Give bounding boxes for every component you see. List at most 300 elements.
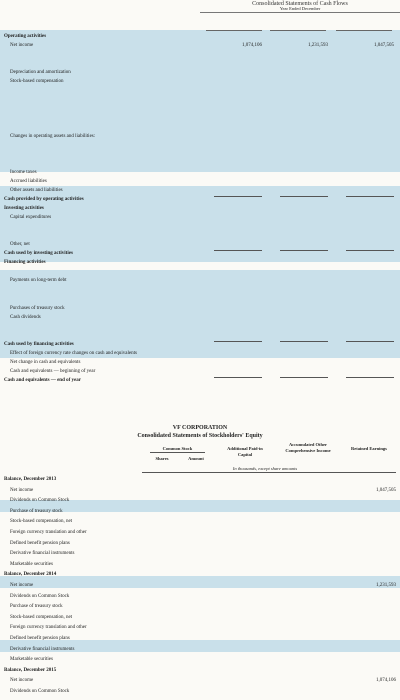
row-label: Investing activities bbox=[4, 205, 44, 211]
row-label: Marketable securities bbox=[10, 657, 53, 663]
equity-value bbox=[276, 688, 338, 696]
equity-row bbox=[0, 624, 400, 632]
equity-value bbox=[340, 614, 396, 622]
row-value bbox=[332, 60, 394, 68]
table-row bbox=[0, 105, 400, 113]
equity-value bbox=[178, 667, 208, 675]
table-row bbox=[0, 323, 400, 331]
row-label: Dividends on Common Stock bbox=[10, 593, 70, 599]
row-value bbox=[266, 169, 328, 177]
row-value bbox=[266, 142, 328, 150]
balance-row bbox=[0, 667, 400, 675]
row-label bbox=[10, 332, 200, 340]
equity-value bbox=[212, 476, 268, 484]
table-row bbox=[0, 78, 400, 86]
equity-value bbox=[340, 550, 396, 558]
row-label bbox=[10, 105, 200, 113]
equity-value bbox=[340, 497, 396, 505]
row-value bbox=[200, 151, 262, 159]
equity-value bbox=[340, 529, 396, 537]
row-label: Defined benefit pension plans bbox=[10, 636, 70, 641]
equity-value: 1,047,505 bbox=[376, 487, 396, 493]
row-label: Defined benefit pension plans bbox=[10, 540, 70, 546]
balance-row bbox=[0, 571, 400, 579]
equity-value bbox=[178, 508, 208, 516]
row-value bbox=[332, 78, 394, 86]
equity-value bbox=[340, 635, 396, 643]
row-label: Purchase of treasury stock bbox=[10, 604, 63, 610]
equity-value bbox=[178, 540, 208, 548]
subtotal-rule bbox=[346, 196, 394, 197]
equity-value bbox=[140, 614, 178, 622]
row-value bbox=[332, 232, 394, 240]
amount-header: Amount bbox=[188, 456, 204, 461]
row-value bbox=[266, 151, 328, 159]
row-label: Cash dividends bbox=[10, 314, 41, 320]
table-row bbox=[0, 214, 400, 222]
row-value bbox=[266, 87, 328, 95]
equity-value bbox=[276, 571, 338, 579]
row-value bbox=[332, 160, 394, 168]
row-label: Net change in cash and equivalents bbox=[10, 359, 81, 365]
equity-value bbox=[276, 614, 338, 622]
row-value: 1,074,106 bbox=[242, 43, 262, 49]
row-label: Effect of foreign currency rate changes on cash and equivalents bbox=[10, 350, 137, 356]
row-value: 1,231,593 bbox=[308, 43, 328, 49]
equity-row bbox=[0, 656, 400, 664]
equity-value bbox=[178, 550, 208, 558]
row-value bbox=[200, 124, 262, 132]
equity-value bbox=[212, 497, 268, 505]
equity-value bbox=[276, 667, 338, 675]
equity-value bbox=[212, 646, 268, 654]
equity-row bbox=[0, 487, 400, 495]
subtotal-rule bbox=[280, 341, 328, 342]
row-value bbox=[200, 96, 262, 104]
row-value bbox=[200, 305, 262, 313]
row-value bbox=[200, 178, 262, 186]
apic-header: Additional Paid-in Capital bbox=[227, 446, 263, 457]
row-label: Stock-based compensation, net bbox=[10, 519, 73, 525]
row-label: Derivative financial instruments bbox=[10, 646, 75, 652]
equity-value bbox=[340, 476, 396, 484]
equity-value bbox=[212, 508, 268, 516]
equity-value bbox=[140, 487, 178, 495]
row-value bbox=[200, 160, 262, 168]
table-row bbox=[0, 368, 400, 376]
table-row bbox=[0, 350, 400, 358]
row-label: Net income bbox=[10, 678, 34, 684]
equity-row bbox=[0, 614, 400, 622]
equity-value bbox=[140, 561, 178, 569]
row-value bbox=[266, 359, 328, 367]
row-label: Derivative financial instruments bbox=[10, 551, 75, 557]
row-value bbox=[332, 359, 394, 367]
subtotal-rule bbox=[214, 250, 262, 251]
row-value bbox=[200, 350, 262, 358]
row-value bbox=[266, 368, 328, 376]
equity-value bbox=[212, 667, 268, 675]
table-row bbox=[0, 51, 400, 59]
row-label: Foreign currency translation and other bbox=[10, 625, 87, 631]
row-label: Cash and equivalents — end of year bbox=[4, 377, 81, 383]
row-value bbox=[332, 87, 394, 95]
equity-row bbox=[0, 593, 400, 601]
equity-value bbox=[140, 593, 178, 601]
row-label: Financing activities bbox=[4, 260, 46, 266]
total-row bbox=[0, 250, 400, 258]
row-label bbox=[10, 124, 200, 132]
row-value bbox=[200, 187, 262, 195]
row-value bbox=[332, 223, 394, 231]
equity-value bbox=[276, 529, 338, 537]
row-value: 1,047,505 bbox=[374, 43, 394, 49]
row-label: Cash used by investing activities bbox=[4, 251, 73, 257]
equity-value bbox=[178, 624, 208, 632]
equity-value bbox=[276, 646, 338, 654]
equity-value bbox=[140, 529, 178, 537]
row-value bbox=[200, 223, 262, 231]
equity-value bbox=[140, 656, 178, 664]
equity-value bbox=[140, 476, 178, 484]
equity-row bbox=[0, 603, 400, 611]
equity-value bbox=[276, 593, 338, 601]
equity-value bbox=[276, 624, 338, 632]
col-head-3 bbox=[336, 14, 392, 31]
row-value bbox=[332, 377, 394, 385]
row-value bbox=[200, 133, 262, 141]
row-label bbox=[10, 60, 200, 68]
row-value bbox=[332, 241, 394, 249]
row-label: Operating activities bbox=[4, 34, 47, 39]
row-value bbox=[332, 142, 394, 150]
row-value bbox=[266, 268, 328, 276]
equity-value bbox=[276, 561, 338, 569]
subtotal-rule bbox=[346, 341, 394, 342]
equity-value bbox=[276, 518, 338, 526]
equity-value bbox=[276, 635, 338, 643]
row-label bbox=[10, 323, 200, 331]
row-label: Changes in operating assets and liabilities: bbox=[10, 133, 96, 139]
row-value bbox=[200, 142, 262, 150]
equity-value bbox=[212, 677, 268, 685]
aoci-header: Accumulated Other Comprehensive Income bbox=[285, 442, 331, 453]
table-row bbox=[0, 124, 400, 132]
row-value bbox=[266, 196, 328, 204]
equity-value bbox=[178, 656, 208, 664]
subtotal-rule bbox=[214, 196, 262, 197]
row-value bbox=[266, 286, 328, 294]
row-value bbox=[332, 323, 394, 331]
row-label: Accrued liabilities bbox=[10, 178, 47, 184]
equity-value bbox=[276, 582, 338, 590]
row-value bbox=[266, 332, 328, 340]
row-value bbox=[332, 314, 394, 322]
equity-value bbox=[178, 603, 208, 611]
row-label: Income taxes bbox=[10, 169, 37, 175]
row-label: Cash used by financing activities bbox=[4, 341, 74, 347]
row-value bbox=[332, 178, 394, 186]
row-value bbox=[200, 332, 262, 340]
equity-value bbox=[178, 476, 208, 484]
table-row bbox=[0, 241, 400, 249]
row-value bbox=[266, 178, 328, 186]
subtotal-rule bbox=[346, 250, 394, 251]
table-row bbox=[0, 268, 400, 276]
total-row bbox=[0, 377, 400, 385]
row-label: Dividends on Common Stock bbox=[10, 689, 70, 694]
equity-value bbox=[212, 593, 268, 601]
total-row bbox=[0, 196, 400, 204]
equity-value bbox=[212, 550, 268, 558]
section-header bbox=[0, 33, 400, 41]
equity-value bbox=[212, 688, 268, 696]
row-label bbox=[10, 232, 200, 240]
retained-earnings-header: Retained Earnings bbox=[351, 446, 387, 451]
row-label: Stock-based compensation, net bbox=[10, 614, 73, 620]
row-value bbox=[332, 305, 394, 313]
equity-value bbox=[140, 540, 178, 548]
equity-row bbox=[0, 518, 400, 526]
row-label: Purchases of treasury stock bbox=[10, 305, 65, 311]
equity-value bbox=[340, 603, 396, 611]
table-row bbox=[0, 142, 400, 150]
equity-value bbox=[212, 624, 268, 632]
row-label: Balance, December 2014 bbox=[4, 572, 57, 578]
table-row bbox=[0, 305, 400, 313]
row-value bbox=[266, 305, 328, 313]
equity-value bbox=[178, 582, 208, 590]
row-label bbox=[10, 87, 200, 95]
row-value bbox=[266, 295, 328, 303]
row-label: Balance, December 2015 bbox=[4, 667, 57, 673]
equity-value bbox=[340, 593, 396, 601]
row-value bbox=[200, 277, 262, 285]
row-label bbox=[10, 160, 200, 168]
row-value bbox=[266, 350, 328, 358]
equity-value bbox=[140, 646, 178, 654]
equity-value bbox=[276, 476, 338, 484]
row-label bbox=[10, 96, 200, 104]
row-value bbox=[332, 295, 394, 303]
table-row bbox=[0, 178, 400, 186]
row-value bbox=[266, 250, 328, 258]
row-label: Other assets and liabilities bbox=[10, 187, 63, 193]
equity-value bbox=[178, 571, 208, 579]
equity-row bbox=[0, 635, 400, 643]
subtotal-rule bbox=[214, 341, 262, 342]
equity-value bbox=[140, 688, 178, 696]
row-value bbox=[200, 114, 262, 122]
equity-value bbox=[178, 677, 208, 685]
row-value bbox=[266, 124, 328, 132]
equity-value bbox=[212, 656, 268, 664]
row-label: Purchase of treasury stock bbox=[10, 508, 63, 514]
equity-value bbox=[340, 688, 396, 696]
equity-row bbox=[0, 550, 400, 558]
equity-value bbox=[340, 561, 396, 569]
row-value bbox=[332, 368, 394, 376]
table-row bbox=[0, 114, 400, 122]
row-value bbox=[332, 69, 394, 77]
row-value bbox=[266, 51, 328, 59]
row-value bbox=[332, 51, 394, 59]
equity-value bbox=[178, 635, 208, 643]
row-label: Cash provided by operating activities bbox=[4, 196, 84, 202]
equity-value bbox=[140, 508, 178, 516]
row-value bbox=[200, 268, 262, 276]
row-label bbox=[10, 151, 200, 159]
equity-value bbox=[340, 518, 396, 526]
row-label: Payments on long-term debt bbox=[10, 278, 67, 284]
row-value bbox=[266, 277, 328, 285]
row-label bbox=[10, 114, 200, 122]
row-value bbox=[200, 51, 262, 59]
equity-row bbox=[0, 646, 400, 654]
row-value bbox=[332, 133, 394, 141]
equity-value bbox=[178, 646, 208, 654]
equity-value bbox=[340, 624, 396, 632]
row-value bbox=[332, 196, 394, 204]
equity-value bbox=[212, 540, 268, 548]
equity-value bbox=[276, 508, 338, 516]
equity-value bbox=[276, 656, 338, 664]
table-row bbox=[0, 42, 400, 50]
table-row bbox=[0, 69, 400, 77]
equity-value: 1,231,593 bbox=[376, 583, 396, 588]
row-value bbox=[200, 196, 262, 204]
equity-value bbox=[340, 571, 396, 579]
row-label: Depreciation and amortization bbox=[10, 70, 71, 76]
row-value bbox=[332, 114, 394, 122]
equity-value bbox=[178, 529, 208, 537]
row-label bbox=[10, 286, 200, 294]
equity-value bbox=[212, 518, 268, 526]
equity-value bbox=[178, 614, 208, 622]
subtotal-rule bbox=[346, 377, 394, 378]
row-value bbox=[332, 105, 394, 113]
row-value bbox=[332, 214, 394, 222]
equity-value bbox=[212, 635, 268, 643]
row-label: Foreign currency translation and other bbox=[10, 530, 87, 535]
row-label bbox=[10, 51, 200, 59]
table-row bbox=[0, 169, 400, 177]
equity-value bbox=[276, 550, 338, 558]
row-value bbox=[332, 187, 394, 195]
table-row bbox=[0, 160, 400, 168]
common-stock-header: Common Stock bbox=[150, 446, 205, 453]
equity-row bbox=[0, 688, 400, 696]
equity-value bbox=[140, 571, 178, 579]
equity-header-rule bbox=[142, 472, 396, 473]
row-value bbox=[200, 241, 262, 249]
shares-header: Shares bbox=[155, 456, 169, 461]
row-value bbox=[332, 286, 394, 294]
equity-value bbox=[212, 582, 268, 590]
row-value bbox=[200, 232, 262, 240]
equity-value bbox=[140, 497, 178, 505]
table-row bbox=[0, 286, 400, 294]
equity-value bbox=[140, 603, 178, 611]
equity-value bbox=[178, 497, 208, 505]
equity-value bbox=[178, 518, 208, 526]
row-label: Net income bbox=[10, 583, 34, 588]
row-value bbox=[266, 78, 328, 86]
equity-value bbox=[212, 529, 268, 537]
total-row bbox=[0, 341, 400, 349]
row-value bbox=[332, 169, 394, 177]
equity-value bbox=[140, 667, 178, 675]
row-label bbox=[10, 295, 200, 303]
table-row bbox=[0, 332, 400, 340]
row-value bbox=[200, 314, 262, 322]
equity-value bbox=[212, 561, 268, 569]
row-value bbox=[200, 295, 262, 303]
row-value bbox=[266, 323, 328, 331]
row-value bbox=[200, 87, 262, 95]
row-value bbox=[200, 368, 262, 376]
table-row bbox=[0, 223, 400, 231]
equity-value bbox=[178, 487, 208, 495]
equity-value bbox=[140, 677, 178, 685]
table-row bbox=[0, 232, 400, 240]
equity-value bbox=[140, 582, 178, 590]
equity-value: 1,074,106 bbox=[376, 678, 396, 684]
table-row bbox=[0, 314, 400, 322]
period-label: Year Ended December bbox=[200, 6, 400, 13]
row-value bbox=[332, 151, 394, 159]
row-value bbox=[266, 377, 328, 385]
row-value bbox=[332, 332, 394, 340]
balance-row bbox=[0, 476, 400, 484]
equity-value bbox=[212, 603, 268, 611]
row-label: Dividends on Common Stock bbox=[10, 498, 70, 504]
equity-value bbox=[140, 518, 178, 526]
equity-value bbox=[178, 593, 208, 601]
table-row bbox=[0, 295, 400, 303]
row-value bbox=[266, 241, 328, 249]
row-value bbox=[200, 105, 262, 113]
row-value bbox=[332, 124, 394, 132]
row-value bbox=[200, 286, 262, 294]
subtotal-rule bbox=[280, 250, 328, 251]
equity-value bbox=[140, 635, 178, 643]
table-row bbox=[0, 87, 400, 95]
col-head-2 bbox=[270, 14, 326, 31]
row-value bbox=[200, 214, 262, 222]
row-label: Net income bbox=[10, 43, 34, 49]
section-header bbox=[0, 259, 400, 267]
row-label: Balance, December 2013 bbox=[4, 477, 57, 482]
equity-row bbox=[0, 508, 400, 516]
equity-value bbox=[140, 624, 178, 632]
table-row bbox=[0, 133, 400, 141]
equity-value bbox=[276, 497, 338, 505]
row-value bbox=[332, 268, 394, 276]
row-value bbox=[200, 60, 262, 68]
row-value bbox=[266, 232, 328, 240]
row-label bbox=[10, 223, 200, 231]
row-value bbox=[200, 69, 262, 77]
row-value bbox=[266, 214, 328, 222]
equity-value bbox=[212, 571, 268, 579]
row-value bbox=[332, 96, 394, 104]
row-value bbox=[266, 96, 328, 104]
row-value bbox=[266, 60, 328, 68]
equity-row bbox=[0, 677, 400, 685]
subtotal-rule bbox=[280, 377, 328, 378]
row-label: Capital expenditures bbox=[10, 215, 52, 220]
